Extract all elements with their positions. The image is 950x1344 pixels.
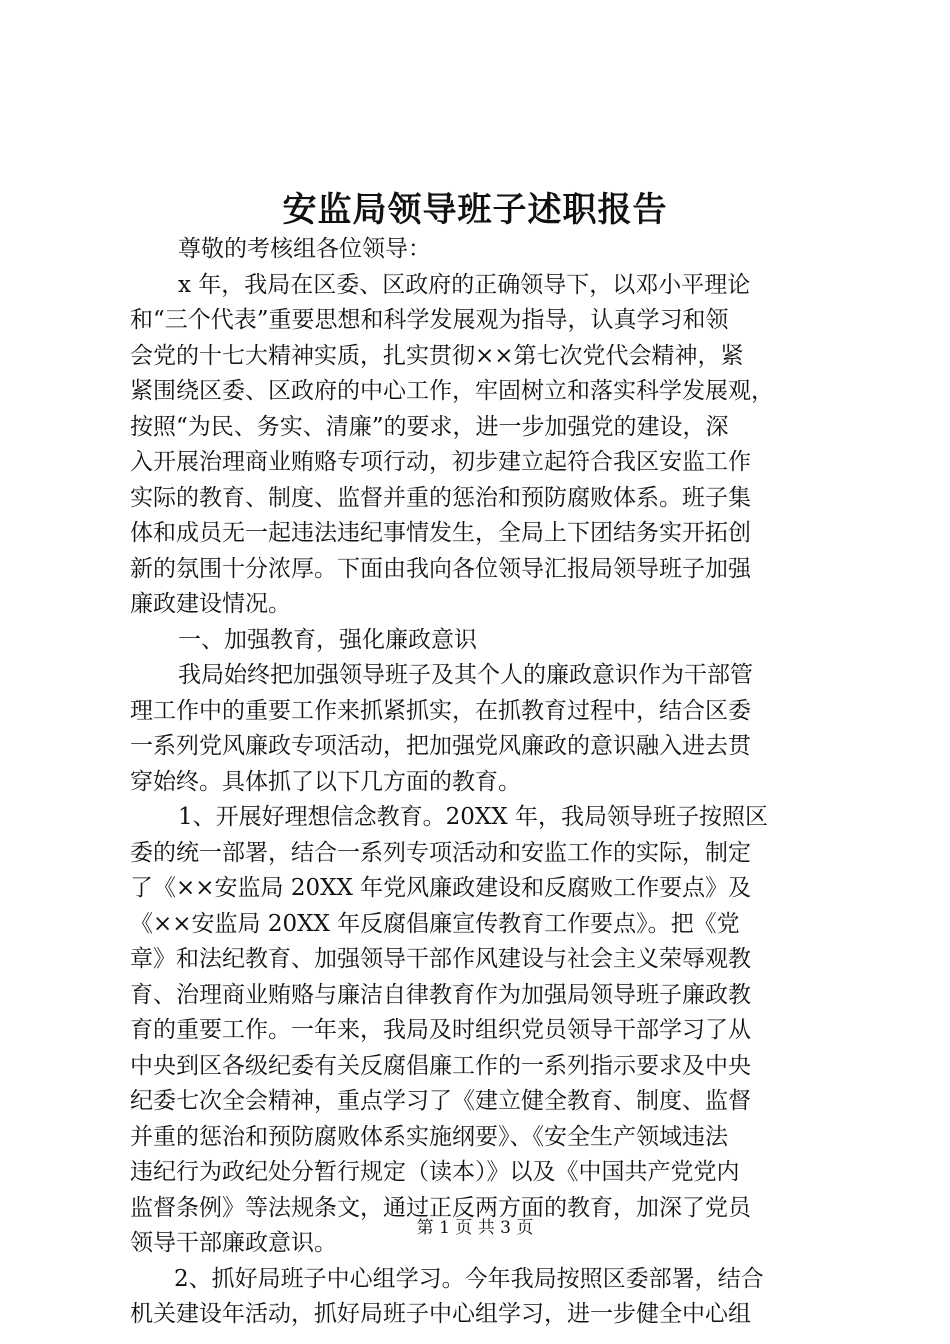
body-line: 中央到区各级纪委有关反腐倡廉工作的一系列指示要求及中央 xyxy=(130,1052,751,1079)
body-line: 穿始终。具体抓了以下几方面的教育。 xyxy=(130,768,521,795)
body-line: 并重的惩治和预防腐败体系实施纲要》、《安全生产领域违法 xyxy=(130,1123,728,1150)
body-line: 入开展治理商业贿赂专项行动，初步建立起符合我区安监工作 xyxy=(130,449,751,475)
body-line: 机关建设年活动，抓好局班子中心组学习，进一步健全中心组 xyxy=(130,1301,751,1327)
body-line: 和“三个代表”重要思想和科学发展观为指导，认真学习和领 xyxy=(130,307,729,333)
body-line: x 年，我局在区委、区政府的正确领导下，以邓小平理论 xyxy=(178,271,751,298)
body-line: 了《××安监局 20XX 年党风廉政建设和反腐败工作要点》及 xyxy=(130,875,752,901)
body-line: 新的氛围十分浓厚。下面由我向各位领导汇报局领导班子加强 xyxy=(130,555,751,582)
body-line: 监督条例》等法规条文，通过正反两方面的教育，加深了党员 xyxy=(130,1194,751,1221)
page-footer: 第 1 页 共 3 页 xyxy=(416,1218,534,1238)
body-line: 紧围绕区委、区政府的中心工作，牢固树立和落实科学发展观， xyxy=(130,378,774,404)
body-line: 理工作中的重要工作来抓紧抓实，在抓教育过程中，结合区委 xyxy=(130,697,751,724)
body-line: 章》和法纪教育、加强领导干部作风建设与社会主义荣辱观教 xyxy=(130,946,751,972)
body-line: 领导干部廉政意识。 xyxy=(130,1230,337,1256)
body-line: 廉政建设情况。 xyxy=(130,591,291,617)
document-title: 安监局领导班子述职报告 xyxy=(282,190,668,230)
body-line: 体和成员无一起违法违纪事情发生，全局上下团结务实开拓创 xyxy=(130,520,751,546)
body-line: 实际的教育、制度、监督并重的惩治和预防腐败体系。班子集 xyxy=(130,484,751,511)
body-line: 我局始终把加强领导班子及其个人的廉政意识作为干部管 xyxy=(178,662,753,688)
body-line: 2、抓好局班子中心组学习。今年我局按照区委部署，结合 xyxy=(174,1265,764,1292)
body-line: 一、加强教育，强化廉政意识 xyxy=(178,626,477,653)
body-line: 《××安监局 20XX 年反腐倡廉宣传教育工作要点》。把《党 xyxy=(130,910,740,937)
body-line: 违纪行为政纪处分暂行规定（读本）》以及《中国共产党党内 xyxy=(130,1159,740,1185)
body-line: 委的统一部署，结合一系列专项活动和安监工作的实际，制定 xyxy=(130,839,751,866)
body-line: 按照“为民、务实、清廉”的要求，进一步加强党的建设，深 xyxy=(130,413,729,440)
body-line: 纪委七次全会精神，重点学习了《建立健全教育、制度、监督 xyxy=(130,1088,751,1114)
body-line: 一系列党风廉政专项活动，把加强党风廉政的意识融入进去贯 xyxy=(130,733,751,759)
body-line: 育的重要工作。一年来，我局及时组织党员领导干部学习了从 xyxy=(130,1017,751,1043)
body-line: 育、治理商业贿赂与廉洁自律教育作为加强局领导班子廉政教 xyxy=(130,981,751,1008)
body-line: 尊敬的考核组各位领导： xyxy=(178,236,431,262)
document-body xyxy=(130,232,850,1333)
body-line: 会党的十七大精神实质，扎实贯彻××第七次党代会精神，紧 xyxy=(130,342,744,369)
body-line: 1、开展好理想信念教育。20XX 年，我局领导班子按照区 xyxy=(178,804,768,830)
